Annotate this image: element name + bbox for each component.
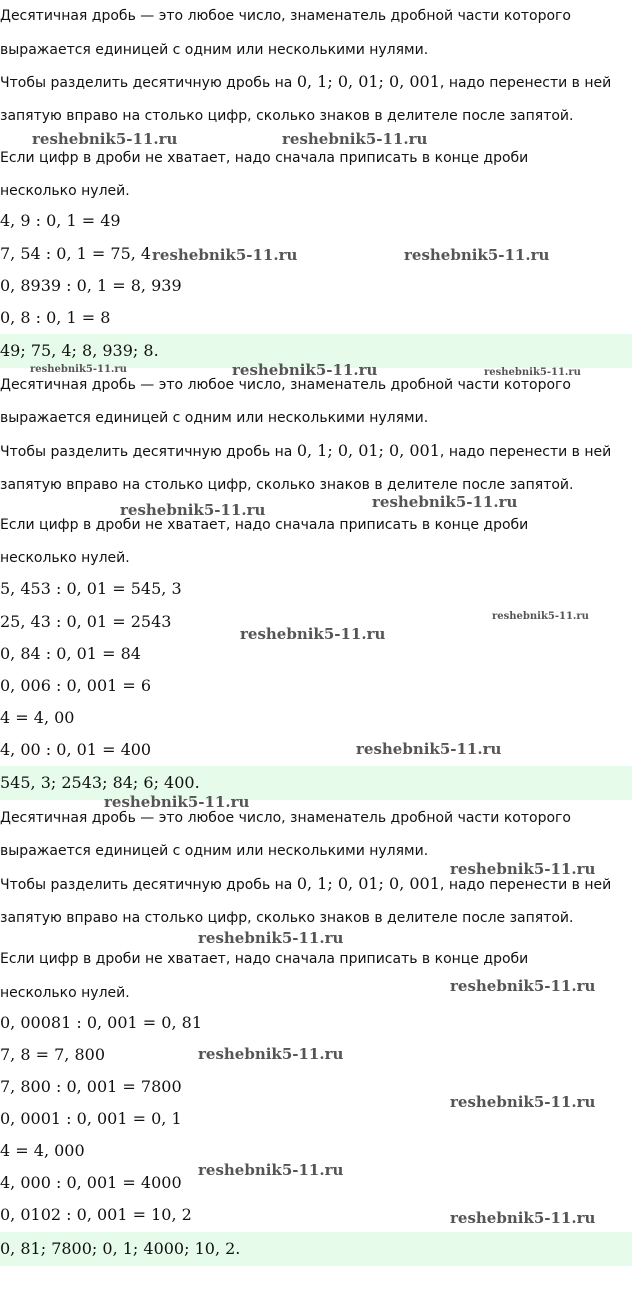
watermark: reshebnik5-11.ru bbox=[240, 625, 386, 643]
zeros-rule-line-1: Если цифр в дроби не хватает, надо сначала приписать в конце дроби bbox=[0, 951, 529, 967]
watermark: reshebnik5-11.ru bbox=[232, 361, 378, 379]
watermark: reshebnik5-11.ru bbox=[198, 929, 344, 947]
rule-line-2: выражается единицей с одним или несколькими нулями. bbox=[0, 42, 429, 58]
rule-line-1: Десятичная дробь — это любое число, знаменатель дробной части которого bbox=[0, 810, 571, 826]
watermark: reshebnik5-11.ru bbox=[450, 977, 596, 995]
equation: 0, 0001 : 0, 001 = 0, 1 bbox=[0, 1109, 182, 1128]
watermark: reshebnik5-11.ru bbox=[372, 493, 518, 511]
divide-rule-suffix: , надо перенести в ней bbox=[439, 444, 612, 460]
equation: 7, 54 : 0, 1 = 75, 4 bbox=[0, 244, 152, 263]
equation: 0, 8 : 0, 1 = 8 bbox=[0, 308, 111, 327]
divide-rule-line-2: запятую вправо на столько цифр, сколько знаков в делителе после запятой. bbox=[0, 910, 574, 926]
watermark: reshebnik5-11.ru bbox=[484, 367, 581, 378]
equation: 4, 000 : 0, 001 = 4000 bbox=[0, 1173, 182, 1192]
equation: 0, 006 : 0, 001 = 6 bbox=[0, 676, 152, 695]
answer-line: 545, 3; 2543; 84; 6; 400. bbox=[0, 766, 632, 800]
equation: 4, 9 : 0, 1 = 49 bbox=[0, 211, 121, 230]
divide-rule-prefix: Чтобы разделить десятичную дробь на bbox=[0, 75, 297, 91]
answer-line: 0, 81; 7800; 0, 1; 4000; 10, 2. bbox=[0, 1232, 632, 1266]
divide-rule-line-1 bbox=[0, 443, 611, 460]
divide-rule-prefix: Чтобы разделить десятичную дробь на bbox=[0, 444, 297, 460]
equation: 0, 0102 : 0, 001 = 10, 2 bbox=[0, 1205, 192, 1224]
equation: 0, 84 : 0, 01 = 84 bbox=[0, 644, 141, 663]
watermark: reshebnik5-11.ru bbox=[450, 1093, 596, 1111]
equation: 4 = 4, 000 bbox=[0, 1141, 85, 1160]
watermark: reshebnik5-11.ru bbox=[32, 130, 178, 148]
watermark: reshebnik5-11.ru bbox=[492, 611, 589, 622]
watermark: reshebnik5-11.ru bbox=[30, 364, 127, 375]
divide-rule-math: 0, 1; 0, 01; 0, 001 bbox=[296, 874, 440, 893]
rule-line-2: выражается единицей с одним или несколькими нулями. bbox=[0, 843, 429, 859]
divide-rule-math: 0, 1; 0, 01; 0, 001 bbox=[296, 441, 440, 460]
equation: 7, 800 : 0, 001 = 7800 bbox=[0, 1077, 182, 1096]
zeros-rule-line-2: несколько нулей. bbox=[0, 985, 130, 1001]
divide-rule-line-2: запятую вправо на столько цифр, сколько знаков в делителе после запятой. bbox=[0, 108, 574, 124]
divide-rule-prefix: Чтобы разделить десятичную дробь на bbox=[0, 877, 297, 893]
watermark: reshebnik5-11.ru bbox=[356, 740, 502, 758]
watermark: reshebnik5-11.ru bbox=[120, 501, 266, 519]
zeros-rule-line-2: несколько нулей. bbox=[0, 183, 130, 199]
rule-line-2: выражается единицей с одним или несколькими нулями. bbox=[0, 410, 429, 426]
rule-line-1: Десятичная дробь — это любое число, знаменатель дробной части которого bbox=[0, 8, 571, 24]
equation: 4 = 4, 00 bbox=[0, 708, 75, 727]
equation: 25, 43 : 0, 01 = 2543 bbox=[0, 612, 172, 631]
divide-rule-line-2: запятую вправо на столько цифр, сколько знаков в делителе после запятой. bbox=[0, 477, 574, 493]
equation: 0, 00081 : 0, 001 = 0, 81 bbox=[0, 1013, 202, 1032]
watermark: reshebnik5-11.ru bbox=[282, 130, 428, 148]
answer-line: 49; 75, 4; 8, 939; 8. bbox=[0, 334, 632, 368]
divide-rule-line-1 bbox=[0, 876, 611, 893]
zeros-rule-line-1: Если цифр в дроби не хватает, надо сначала приписать в конце дроби bbox=[0, 150, 529, 166]
watermark: reshebnik5-11.ru bbox=[198, 1161, 344, 1179]
equation: 4, 00 : 0, 01 = 400 bbox=[0, 740, 152, 759]
divide-rule-suffix: , надо перенести в ней bbox=[439, 877, 612, 893]
equation: 7, 8 = 7, 800 bbox=[0, 1045, 105, 1064]
watermark: reshebnik5-11.ru bbox=[404, 246, 550, 264]
zeros-rule-line-2: несколько нулей. bbox=[0, 550, 130, 566]
equation: 0, 8939 : 0, 1 = 8, 939 bbox=[0, 276, 182, 295]
watermark: reshebnik5-11.ru bbox=[152, 246, 298, 264]
divide-rule-line-1 bbox=[0, 74, 611, 91]
zeros-rule-line-1: Если цифр в дроби не хватает, надо сначала приписать в конце дроби bbox=[0, 517, 529, 533]
equation: 5, 453 : 0, 01 = 545, 3 bbox=[0, 579, 182, 598]
watermark: reshebnik5-11.ru bbox=[450, 860, 596, 878]
watermark: reshebnik5-11.ru bbox=[450, 1209, 596, 1227]
watermark: reshebnik5-11.ru bbox=[198, 1045, 344, 1063]
divide-rule-math: 0, 1; 0, 01; 0, 001 bbox=[296, 72, 440, 91]
rule-line-1: Десятичная дробь — это любое число, знаменатель дробной части которого bbox=[0, 377, 571, 393]
watermark: reshebnik5-11.ru bbox=[104, 793, 250, 811]
divide-rule-suffix: , надо перенести в ней bbox=[439, 75, 612, 91]
